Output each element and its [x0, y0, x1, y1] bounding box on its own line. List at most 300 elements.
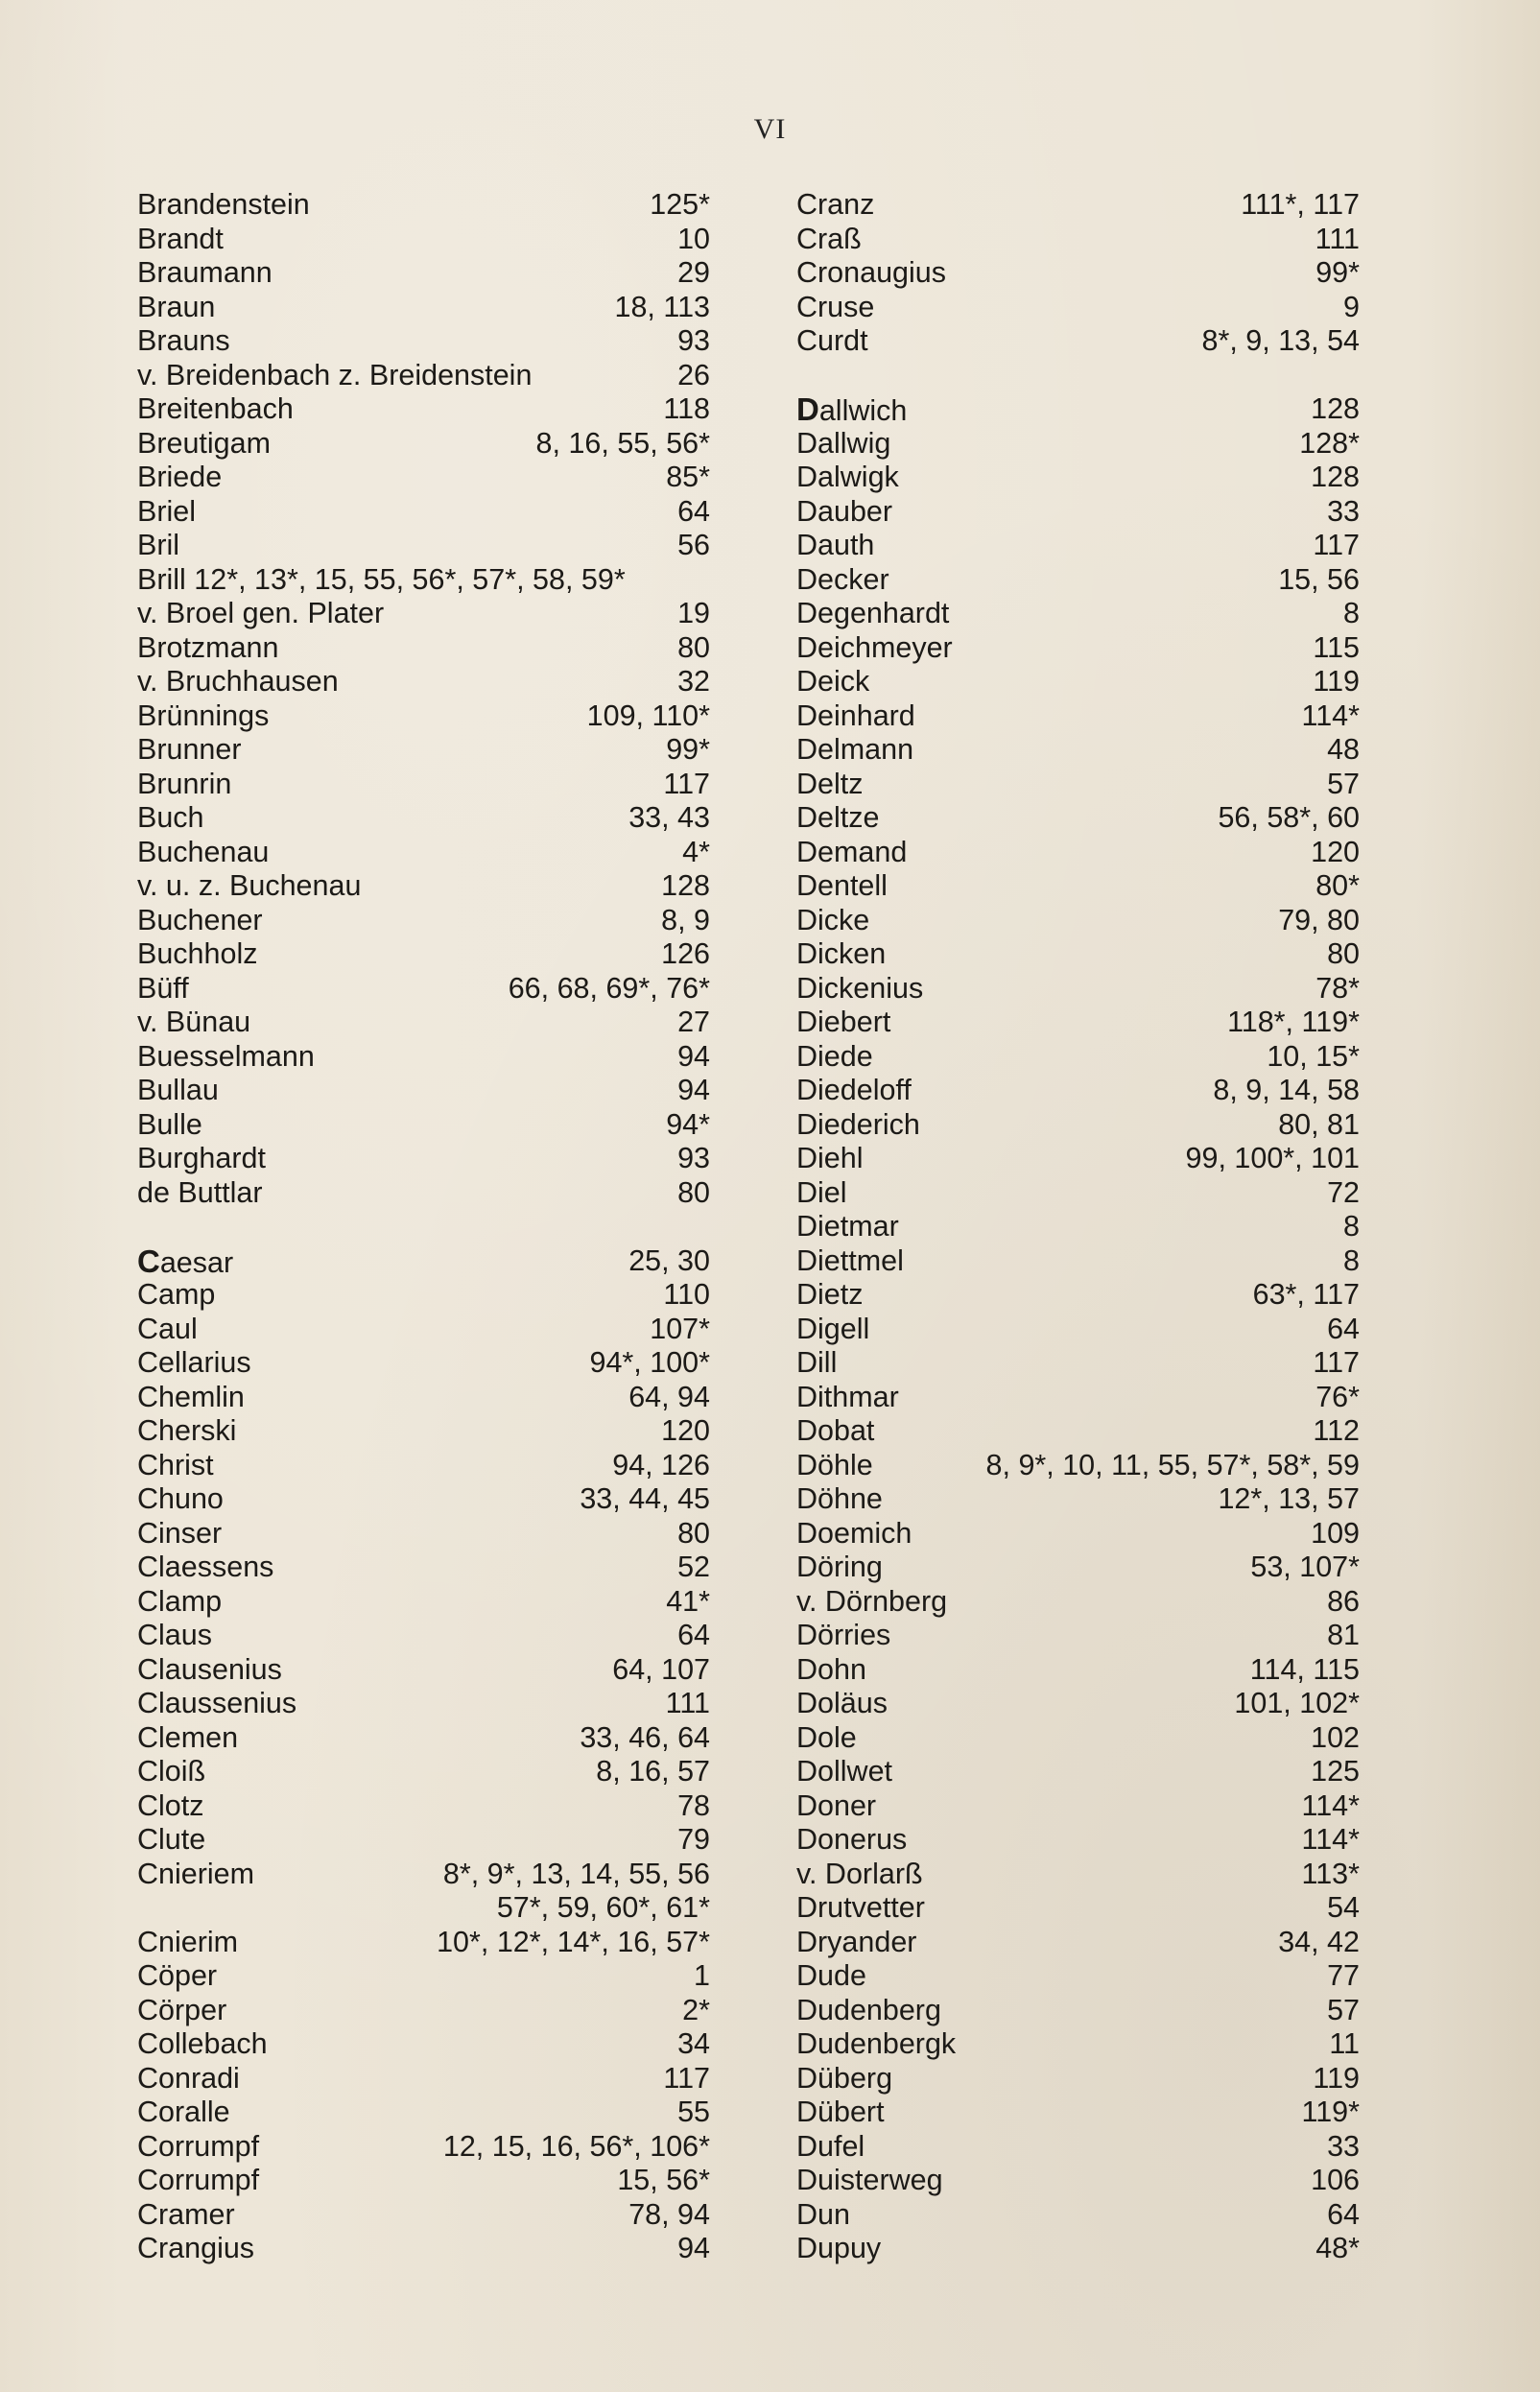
entry-name: Corrumpf: [137, 2164, 260, 2196]
entry-name-rest: allwich: [818, 394, 908, 427]
index-entry: [137, 1926, 710, 1960]
entry-page-refs: 56: [677, 529, 710, 561]
entry-page-refs: 81: [1327, 1619, 1360, 1651]
index-entry: [137, 1040, 710, 1075]
entry-page-refs: 120: [661, 1414, 710, 1447]
entry-page-refs: 78*: [1315, 971, 1360, 1005]
entry-page-refs: 48*: [1315, 2232, 1360, 2264]
index-entry: [796, 1858, 1360, 1892]
index-entry: [137, 2198, 710, 2233]
entry-page-refs: 80, 81: [1278, 1107, 1360, 1141]
entry-page-refs: 56, 58*, 60: [1218, 801, 1360, 834]
entry-name: Brandt: [137, 222, 224, 255]
entry-name: Cörper: [137, 1993, 227, 2026]
index-entry: [796, 1687, 1360, 1721]
entry-page-refs: 8: [1343, 1243, 1360, 1277]
entry-page-refs: 125: [1311, 1755, 1360, 1788]
index-entry: [137, 1994, 710, 2028]
index-entry: [796, 1994, 1360, 2028]
index-entry: [796, 1210, 1360, 1244]
entry-name: Cöper: [137, 1959, 218, 1992]
index-entry: [796, 1755, 1360, 1789]
index-entry: [137, 2096, 710, 2130]
index-entry: [137, 1959, 710, 1994]
entry-name: Dithmar: [796, 1380, 899, 1413]
page-number: VI: [753, 113, 787, 145]
entry-page-refs: 111: [1315, 222, 1360, 255]
index-entry: [796, 1653, 1360, 1688]
entry-page-refs: 94*: [666, 1107, 710, 1141]
entry-name: Büff: [137, 971, 189, 1005]
entry-name: Clemen: [137, 1720, 239, 1754]
entry-page-refs: 10: [677, 222, 710, 255]
entry-page-refs: 34: [677, 2027, 710, 2060]
entry-page-refs: 110: [663, 1278, 710, 1311]
index-entry: [137, 1449, 710, 1483]
entry-page-refs: 8, 16, 57: [596, 1755, 710, 1788]
entry-page-refs: 8, 9*, 10, 11, 55, 57*, 58*, 59: [985, 1448, 1360, 1481]
index-entry: [137, 2232, 710, 2266]
entry-name: Digell: [796, 1312, 870, 1345]
index-entry: [137, 1381, 710, 1415]
index-entry: [137, 2027, 710, 2062]
index-entry: [796, 1959, 1360, 1994]
entry-page-refs: 78: [677, 1788, 710, 1822]
entry-name: Craß: [796, 222, 862, 255]
entry-page-refs: 19: [677, 597, 710, 629]
entry-page-refs: 33, 43: [628, 801, 710, 834]
index-entry: [796, 1721, 1360, 1756]
entry-name: v. Broel gen. Plater: [137, 597, 385, 629]
index-entry: [796, 1006, 1360, 1040]
entry-name: Braumann: [137, 256, 272, 289]
entry-name: Diebert: [796, 1006, 891, 1038]
index-entry: [796, 1313, 1360, 1347]
entry-page-refs: 33: [1327, 494, 1360, 528]
entry-page-refs: 111*, 117: [1241, 188, 1360, 221]
entry-name: Bulle: [137, 1107, 202, 1141]
entry-name: Delmann: [796, 733, 914, 766]
index-entry: [796, 801, 1360, 836]
index-entry: [137, 937, 710, 972]
entry-page-refs: 119: [1313, 665, 1360, 698]
entry-page-refs: 33, 46, 64: [580, 1720, 710, 1754]
entry-name: Chemlin: [137, 1380, 245, 1413]
entry-name: Curdt: [796, 324, 868, 357]
entry-page-refs: 113*: [1301, 1857, 1360, 1890]
index-entry: [796, 2164, 1360, 2198]
entry-page-refs: 118*, 119*: [1227, 1006, 1360, 1038]
entry-name: Brünnings: [137, 699, 270, 732]
entry-page-refs: 109, 110*: [586, 699, 710, 732]
entry-page-refs: 117: [663, 767, 710, 800]
index-entry: [796, 1278, 1360, 1313]
entry-name: Chuno: [137, 1482, 224, 1515]
index-entry: [796, 2198, 1360, 2233]
index-entry: [796, 1926, 1360, 1960]
entry-page-refs: 126: [661, 937, 710, 970]
index-entry: [137, 1721, 710, 1756]
entry-page-refs: 119*: [1301, 2096, 1360, 2128]
entry-page-refs: 120: [1311, 835, 1360, 868]
entry-page-refs: 1: [694, 1959, 710, 1992]
entry-name: Duisterweg: [796, 2164, 943, 2196]
entry-name: [137, 1244, 233, 1281]
entry-name: Dun: [796, 2197, 850, 2231]
entry-name: Decker: [796, 562, 889, 596]
index-entry: [137, 1244, 710, 1279]
entry-name: v. Bünau: [137, 1006, 251, 1038]
entry-page-refs: 12, 15, 16, 56*, 106*: [442, 2129, 710, 2163]
entry-page-refs: 52: [677, 1551, 710, 1583]
entry-name: Dübert: [796, 2096, 885, 2128]
index-entry: [137, 359, 710, 393]
entry-page-refs: 64: [1327, 2197, 1360, 2231]
entry-name: Clotz: [137, 1788, 204, 1822]
entry-page-refs: 117: [1313, 529, 1360, 561]
entry-page-refs: 118: [663, 392, 710, 425]
entry-name: Claus: [137, 1619, 212, 1651]
entry-name: Diettmel: [796, 1243, 904, 1277]
index-entry: [137, 836, 710, 870]
index-entry: [137, 1346, 710, 1381]
entry-page-refs: 64: [1327, 1312, 1360, 1345]
entry-page-refs: 15, 56: [1278, 562, 1360, 596]
entry-page-refs: 66, 68, 69*, 76*: [508, 971, 710, 1005]
entry-page-refs: 33, 44, 45: [580, 1482, 710, 1515]
entry-name: Deltz: [796, 767, 864, 800]
entry-page-refs: 8, 9, 14, 58: [1213, 1074, 1360, 1106]
entry-page-refs: 8: [1343, 597, 1360, 629]
entry-name: Dicke: [796, 903, 870, 936]
entry-page-refs: 57: [1327, 1993, 1360, 2026]
index-entry: [796, 427, 1360, 462]
entry-name: Döring: [796, 1551, 883, 1583]
entry-page-refs: 53, 107*: [1250, 1551, 1360, 1583]
section-initial: C: [137, 1243, 160, 1279]
entry-page-refs: 55: [677, 2096, 710, 2128]
entry-page-refs: 64, 94: [628, 1380, 710, 1413]
entry-name: Dude: [796, 1959, 866, 1992]
index-entry: [796, 665, 1360, 699]
index-entry: [796, 733, 1360, 768]
entry-page-refs: 80: [677, 1516, 710, 1550]
index-entry: [796, 359, 1360, 393]
entry-page-refs: 18, 113: [614, 290, 710, 323]
entry-page-refs: 94: [677, 2232, 710, 2264]
index-entry: [137, 427, 710, 462]
entry-page-refs: 114, 115: [1249, 1652, 1360, 1686]
entry-name: Döhle: [796, 1448, 873, 1481]
index-entry: [796, 1585, 1360, 1620]
entry-name: Brauns: [137, 324, 230, 357]
index-entry: [137, 256, 710, 291]
entry-name: Deick: [796, 665, 870, 698]
entry-page-refs: 32: [677, 665, 710, 698]
entry-page-refs: 57: [1327, 767, 1360, 800]
entry-page-refs: 48: [1327, 733, 1360, 766]
entry-name: Briel: [137, 494, 197, 528]
entry-name: Coralle: [137, 2096, 230, 2128]
index-entry: [796, 836, 1360, 870]
entry-name: v. Bruchhausen: [137, 665, 339, 698]
index-entry: [796, 904, 1360, 938]
entry-page-refs: 77: [1327, 1959, 1360, 1992]
entry-name: Deinhard: [796, 699, 915, 732]
entry-name: Buchener: [137, 903, 263, 936]
index-entry: [796, 324, 1360, 359]
entry-page-refs: 94*, 100*: [589, 1346, 710, 1379]
entry-name: Brandenstein: [137, 188, 310, 221]
index-entry: [796, 1823, 1360, 1858]
entry-page-refs: 27: [677, 1006, 710, 1038]
index-entry: [796, 699, 1360, 734]
entry-page-refs: 34, 42: [1278, 1925, 1360, 1958]
index-entry: [137, 1891, 710, 1926]
entry-page-refs: 93: [677, 1142, 710, 1174]
entry-page-refs: 80*: [1315, 869, 1360, 902]
entry-page-refs: 8, 16, 55, 56*: [535, 426, 710, 460]
index-entry: [796, 223, 1360, 257]
entry-page-refs: 72: [1327, 1175, 1360, 1209]
entry-name: Bril: [137, 529, 180, 561]
entry-name: Brunrin: [137, 767, 232, 800]
index-entry: [137, 1789, 710, 1824]
index-entry: [137, 665, 710, 699]
entry-name: Buchholz: [137, 937, 258, 970]
entry-name: Dicken: [796, 937, 887, 970]
index-column-left: [137, 188, 710, 2266]
index-entry: [796, 597, 1360, 631]
index-entry: [137, 801, 710, 836]
entry-name: Claussenius: [137, 1687, 297, 1719]
entry-name: Cherski: [137, 1414, 237, 1447]
index-entry: [137, 223, 710, 257]
entry-page-refs: 80: [677, 1175, 710, 1209]
entry-name-rest: aesar: [159, 1245, 234, 1279]
entry-page-refs: 33: [1327, 2129, 1360, 2163]
index-entry: [137, 2130, 710, 2165]
entry-page-refs: 64, 107: [612, 1652, 710, 1686]
index-entry: [137, 1006, 710, 1040]
entry-name: Demand: [796, 835, 908, 868]
index-entry: [796, 1517, 1360, 1551]
index-entry: [796, 256, 1360, 291]
entry-page-refs: 10*, 12*, 14*, 16, 57*: [437, 1925, 710, 1958]
index-entry: [137, 1074, 710, 1108]
entry-page-refs: 25, 30: [628, 1243, 710, 1277]
index-entry: [796, 461, 1360, 495]
entry-page-refs: 85*: [666, 461, 710, 493]
entry-page-refs: 109: [1311, 1516, 1360, 1550]
entry-name: Deltze: [796, 801, 880, 834]
entry-name: Cnieriem: [137, 1857, 255, 1890]
index-entry: [796, 1176, 1360, 1211]
entry-name: Cnierim: [137, 1925, 239, 1958]
entry-name: Diehl: [796, 1142, 864, 1174]
index-entry: [796, 1074, 1360, 1108]
entry-page-refs: 99*: [666, 733, 710, 766]
index-entry: [137, 1755, 710, 1789]
index-entry: [137, 529, 710, 563]
entry-name: Buch: [137, 801, 204, 834]
index-entry: [137, 1142, 710, 1176]
entry-page-refs: 125*: [650, 188, 710, 221]
entry-page-refs: 12*, 13, 57: [1218, 1482, 1360, 1515]
entry-name: Dryander: [796, 1925, 917, 1958]
entry-page-refs: 8, 9: [661, 903, 710, 936]
entry-name: v. Breidenbach z. Breidenstein: [137, 358, 533, 391]
entry-name: Clausenius: [137, 1652, 282, 1686]
entry-name: Deichmeyer: [796, 630, 953, 664]
index-entry: [137, 2062, 710, 2096]
entry-name: v. Dörnberg: [796, 1584, 948, 1618]
index-entry: [796, 869, 1360, 904]
entry-page-refs: 128: [1311, 392, 1360, 425]
entry-page-refs: 57*, 59, 60*, 61*: [496, 1891, 710, 1924]
entry-name: Breitenbach: [137, 392, 294, 425]
index-entry: [137, 392, 710, 427]
entry-page-refs: 79, 80: [1278, 903, 1360, 936]
entry-name: Doner: [796, 1788, 877, 1822]
index-entry: [137, 768, 710, 802]
entry-page-refs: 112: [1313, 1414, 1360, 1447]
index-entry: [796, 2096, 1360, 2130]
entry-page-refs: 101, 102*: [1234, 1687, 1360, 1719]
entry-name: Camp: [137, 1278, 216, 1311]
entry-name: Braun: [137, 290, 216, 323]
index-entry: [137, 188, 710, 223]
entry-page-refs: 128*: [1299, 426, 1360, 460]
entry-page-refs: 8*, 9*, 13, 14, 55, 56: [442, 1857, 710, 1890]
entry-name: Dauth: [796, 529, 875, 561]
entry-name: Briede: [137, 461, 223, 493]
index-entry: [796, 1449, 1360, 1483]
index-entry: [796, 1482, 1360, 1517]
entry-page-refs: 11: [1329, 2027, 1360, 2060]
index-column-right: [796, 188, 1360, 2266]
entry-page-refs: 93: [677, 324, 710, 357]
entry-page-refs: 94: [677, 1074, 710, 1106]
entry-page-refs: 63*, 117: [1252, 1278, 1360, 1311]
entry-name: Donerus: [796, 1823, 908, 1856]
entry-page-refs: 102: [1311, 1720, 1360, 1754]
entry-name: Dallwig: [796, 426, 891, 460]
index-entry: [137, 1619, 710, 1653]
index-entry: [796, 1244, 1360, 1279]
entry-name: Collebach: [137, 2027, 268, 2060]
index-entry: [137, 904, 710, 938]
index-entry: [796, 1414, 1360, 1449]
entry-name: Buchenau: [137, 835, 270, 868]
entry-page-refs: 80: [1327, 937, 1360, 970]
entry-page-refs: 119: [1313, 2061, 1360, 2095]
entry-name: Dudenbergk: [796, 2027, 957, 2060]
index-entry: [796, 392, 1360, 427]
entry-name: Döhne: [796, 1482, 883, 1515]
entry-name: Dupuy: [796, 2232, 882, 2264]
entry-name: Cranz: [796, 188, 875, 221]
index-entry: [796, 768, 1360, 802]
entry-page-refs: 106: [1311, 2164, 1360, 2196]
entry-name: Cloiß: [137, 1755, 206, 1788]
index-entry: [796, 2062, 1360, 2096]
entry-page-refs: 2*: [682, 1993, 710, 2026]
entry-name: Bullau: [137, 1074, 219, 1106]
entry-page-refs: 10, 15*: [1267, 1039, 1360, 1073]
entry-name: Clamp: [137, 1584, 223, 1618]
entry-name: Corrumpf: [137, 2129, 260, 2163]
entry-name: Cramer: [137, 2197, 235, 2231]
index-entry: [137, 324, 710, 359]
entry-name: Dill: [796, 1346, 838, 1379]
index-entry: [137, 597, 710, 631]
entry-page-refs: 64: [677, 494, 710, 528]
index-entry: [137, 699, 710, 734]
entry-name: Crangius: [137, 2232, 255, 2264]
index-entry: [796, 1891, 1360, 1926]
entry-page-refs: 99*: [1315, 256, 1360, 289]
entry-page-refs: 114*: [1301, 699, 1360, 732]
entry-name: Brotzmann: [137, 630, 279, 664]
entry-name: Dörries: [796, 1619, 891, 1651]
entry-name: Cinser: [137, 1516, 223, 1550]
entry-page-refs: 99, 100*, 101: [1185, 1142, 1360, 1174]
index-entry: [796, 529, 1360, 563]
index-entry: [137, 1176, 710, 1211]
entry-name: Clute: [137, 1823, 206, 1856]
entry-name: Cruse: [796, 290, 875, 323]
index-entry: [137, 1278, 710, 1313]
entry-page-refs: 107*: [650, 1312, 710, 1345]
entry-name: de Buttlar: [137, 1175, 263, 1209]
index-entry: [796, 2232, 1360, 2266]
entry-name: Dobat: [796, 1414, 875, 1447]
entry-name: Dudenberg: [796, 1993, 941, 2026]
index-entry: [796, 1346, 1360, 1381]
index-entry: [137, 1108, 710, 1143]
index-entry: [137, 495, 710, 530]
entry-name: Burghardt: [137, 1142, 266, 1174]
entry-name: Diede: [796, 1039, 873, 1073]
entry-page-refs: 117: [1313, 1346, 1360, 1379]
entry-name: Buesselmann: [137, 1039, 315, 1073]
entry-page-refs: 80: [677, 630, 710, 664]
entry-page-refs: 79: [677, 1823, 710, 1856]
index-entry: [796, 1619, 1360, 1653]
entry-page-refs: 115: [1313, 630, 1360, 664]
index-entry: [796, 1551, 1360, 1585]
index-entry: [137, 1687, 710, 1721]
index-entry: [137, 1653, 710, 1688]
entry-page-refs: 54: [1327, 1891, 1360, 1924]
index-entry: [137, 1823, 710, 1858]
entry-page-refs: 8*, 9, 13, 54: [1201, 324, 1360, 357]
entry-name: Doemich: [796, 1516, 912, 1550]
index-entry: [137, 1585, 710, 1620]
entry-name: v. Dorlarß: [796, 1857, 923, 1890]
entry-name: Dietz: [796, 1278, 864, 1311]
index-entry: [137, 1210, 710, 1244]
entry-name: Dohn: [796, 1652, 866, 1686]
entry-page-refs: 78, 94: [628, 2197, 710, 2231]
entry-name: Brunner: [137, 733, 242, 766]
entry-page-refs: 4*: [682, 835, 710, 868]
entry-name: Claessens: [137, 1551, 274, 1583]
index-entry: [137, 1482, 710, 1517]
entry-page-refs: 114*: [1301, 1788, 1360, 1822]
index-entry: [796, 495, 1360, 530]
